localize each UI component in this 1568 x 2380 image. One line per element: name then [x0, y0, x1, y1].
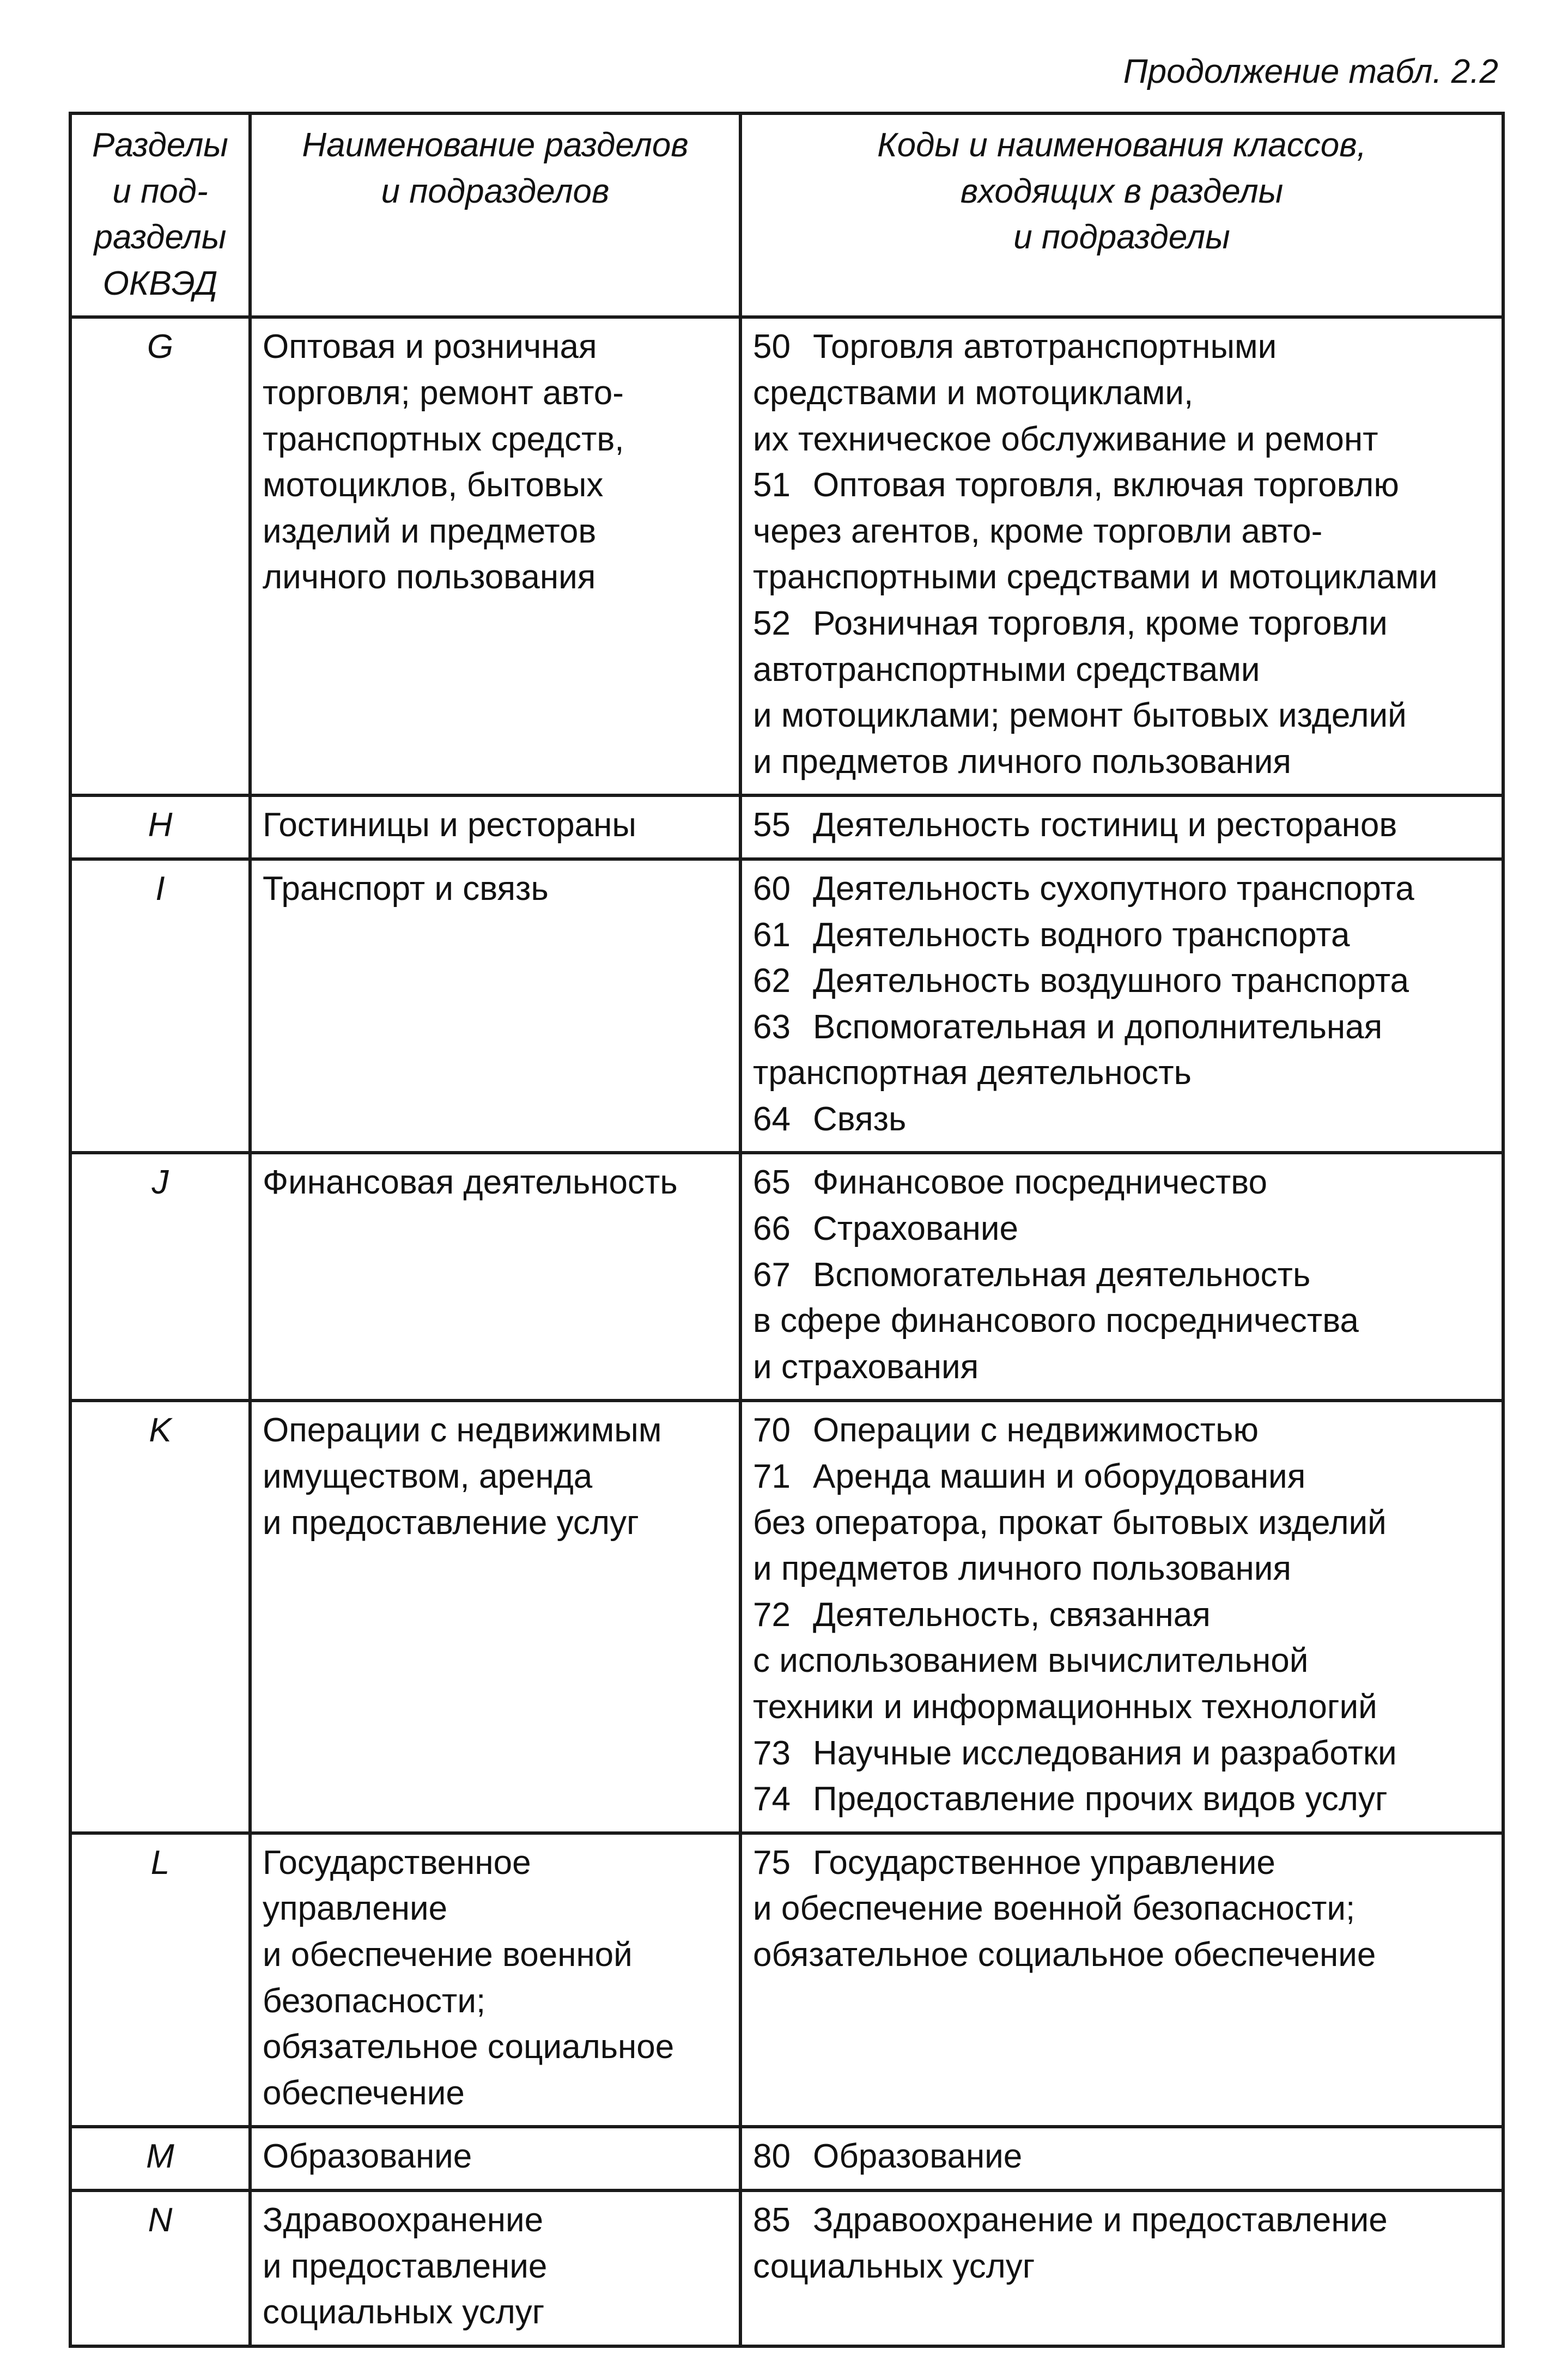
section-name: [250, 1153, 740, 1401]
section-classes: [740, 795, 1503, 859]
class-entry-line: [753, 1206, 1491, 1252]
class-code: 73: [753, 1734, 791, 1772]
class-entry-line: [753, 324, 1491, 370]
class-title: Здравоохранение и предоставление: [813, 2201, 1388, 2239]
class-title: Научные исследования и разработки: [813, 1734, 1397, 1772]
class-entry-line: и предметов личного пользования: [753, 742, 1291, 781]
class-entry-line: автотранспортными средствами: [753, 650, 1260, 689]
table-row: [70, 317, 1503, 795]
class-entry-line: социальных услуг: [753, 2247, 1035, 2285]
header-line: Разделы: [92, 126, 228, 164]
class-entry: [753, 1160, 1491, 1206]
class-entry-line: [753, 1592, 1491, 1639]
class-code: 50: [753, 328, 791, 366]
class-code: 67: [753, 1256, 791, 1294]
class-entry-line: [753, 462, 1491, 509]
section-name: [250, 795, 740, 859]
header-line: ОКВЭД: [102, 264, 218, 302]
class-entry-line: [753, 1454, 1491, 1500]
class-entry-line: [753, 1160, 1491, 1206]
section-code: K: [70, 1401, 250, 1833]
class-entry: [753, 802, 1491, 849]
header-classes: [740, 113, 1503, 317]
class-code: 85: [753, 2201, 791, 2239]
class-title: Деятельность гостиниц и ресторанов: [813, 806, 1397, 844]
class-entry: [753, 1408, 1491, 1454]
class-code: 70: [753, 1411, 791, 1450]
section-name-line: Государственное: [263, 1843, 531, 1882]
class-entry-line: [753, 2134, 1491, 2180]
section-name: [250, 1833, 740, 2127]
section-code: G: [70, 317, 250, 795]
class-title: Розничная торговля, кроме торговли: [813, 604, 1388, 642]
header-line: разделы: [94, 218, 227, 257]
table-header: [70, 113, 1503, 317]
table-body: [70, 317, 1503, 2346]
class-entry-line: обязательное социальное обеспечение: [753, 1935, 1376, 1974]
section-classes: [740, 1153, 1503, 1401]
section-name-line: Здравоохранение: [263, 2201, 544, 2239]
class-entry: [753, 1592, 1491, 1731]
table-row: [70, 795, 1503, 859]
header-line: входящих в разделы: [960, 172, 1284, 210]
class-entry-line: [753, 1097, 1491, 1143]
section-name-line: и предоставление: [263, 2247, 548, 2285]
class-entry-line: средствами и мотоциклами,: [753, 374, 1194, 412]
section-name-line: и предоставление услуг: [263, 1504, 639, 1542]
class-entry: [753, 1206, 1491, 1252]
section-code: H: [70, 795, 250, 859]
class-title: Торговля автотранспортными: [813, 328, 1277, 366]
class-title: Предоставление прочих видов услуг: [813, 1780, 1388, 1818]
class-entry-line: техники и информационных технологий: [753, 1688, 1377, 1726]
table-row: [70, 859, 1503, 1153]
header-line: и под-: [112, 172, 208, 210]
section-name-line: управление: [263, 1890, 448, 1928]
class-entry: [753, 1252, 1491, 1391]
class-entry-line: их техническое обслуживание и ремонт: [753, 420, 1378, 458]
class-code: 75: [753, 1843, 791, 1882]
class-title: Операции с недвижимостью: [813, 1411, 1259, 1450]
section-classes: [740, 2127, 1503, 2190]
section-code: N: [70, 2190, 250, 2346]
class-entry: [753, 1840, 1491, 1979]
class-entry-line: через агентов, кроме торговли авто-: [753, 512, 1323, 550]
class-title: Оптовая торговля, включая торговлю: [813, 466, 1399, 504]
class-entry-line: [753, 2198, 1491, 2244]
class-entry-line: [753, 1252, 1491, 1299]
class-entry-line: без оператора, прокат бытовых изделий: [753, 1504, 1387, 1542]
class-title: Финансовое посредничество: [813, 1164, 1267, 1202]
class-title: Деятельность воздушного транспорта: [813, 962, 1409, 1000]
section-name-line: Образование: [263, 2138, 472, 2176]
class-entry-line: и предметов личного пользования: [753, 1550, 1291, 1588]
section-name-line: транспортных средств,: [263, 420, 624, 458]
class-entry: [753, 2134, 1491, 2180]
section-classes: [740, 1833, 1503, 2127]
class-title: Вспомогательная и дополнительная: [813, 1008, 1383, 1046]
class-entry: [753, 866, 1491, 912]
header-line: Коды и наименования классов,: [877, 126, 1366, 164]
header-line: и подразделов: [381, 172, 610, 210]
class-code: 62: [753, 962, 791, 1000]
class-entry: [753, 958, 1491, 1005]
class-entry-line: [753, 1840, 1491, 1886]
header-line: и подразделы: [1013, 218, 1230, 257]
class-entry: [753, 1454, 1491, 1592]
section-classes: [740, 317, 1503, 795]
table-row: [70, 1153, 1503, 1401]
class-entry: [753, 1005, 1491, 1097]
class-entry: [753, 2198, 1491, 2290]
class-entry-line: в сфере финансового посредничества: [753, 1302, 1359, 1340]
section-name: [250, 2127, 740, 2190]
section-name: [250, 859, 740, 1153]
class-code: 80: [753, 2138, 791, 2176]
section-name-line: личного пользования: [263, 558, 596, 596]
section-name: [250, 2190, 740, 2346]
class-code: 60: [753, 869, 791, 908]
section-name-line: имуществом, аренда: [263, 1458, 593, 1496]
class-title: Образование: [813, 2138, 1023, 2176]
class-code: 71: [753, 1458, 791, 1496]
class-title: Аренда машин и оборудования: [813, 1458, 1306, 1496]
class-code: 72: [753, 1596, 791, 1634]
class-entry: [753, 1097, 1491, 1143]
class-code: 61: [753, 916, 791, 954]
class-entry-line: [753, 958, 1491, 1005]
class-code: 65: [753, 1164, 791, 1202]
section-name: [250, 1401, 740, 1833]
class-entry: [753, 1776, 1491, 1823]
class-title: Деятельность сухопутного транспорта: [813, 869, 1414, 908]
section-name-line: безопасности;: [263, 1982, 486, 2020]
section-name-line: социальных услуг: [263, 2293, 545, 2332]
table-row: [70, 2190, 1503, 2346]
class-entry-line: [753, 601, 1491, 647]
class-entry-line: [753, 1731, 1491, 1777]
class-code: 66: [753, 1210, 791, 1248]
table-row: [70, 2127, 1503, 2190]
class-entry-line: [753, 1005, 1491, 1051]
section-classes: [740, 2190, 1503, 2346]
class-entry-line: транспортными средствами и мотоциклами: [753, 558, 1438, 596]
header-row: [70, 113, 1503, 317]
header-names: [250, 113, 740, 317]
section-classes: [740, 1401, 1503, 1833]
class-code: 74: [753, 1780, 791, 1818]
table-row: [70, 1401, 1503, 1833]
class-entry-line: транспортная деятельность: [753, 1054, 1192, 1092]
class-title: Государственное управление: [813, 1843, 1275, 1882]
section-name-line: обеспечение: [263, 2074, 465, 2112]
section-code: J: [70, 1153, 250, 1401]
class-entry-line: [753, 866, 1491, 912]
section-name-line: обязательное социальное: [263, 2028, 674, 2066]
class-entry: [753, 601, 1491, 785]
class-title: Вспомогательная деятельность: [813, 1256, 1311, 1294]
section-name-line: мотоциклов, бытовых: [263, 466, 604, 504]
class-entry: [753, 1731, 1491, 1777]
class-entry-line: и мотоциклами; ремонт бытовых изделий: [753, 697, 1407, 735]
class-entry: [753, 324, 1491, 462]
section-name-line: и обеспечение военной: [263, 1935, 633, 1974]
section-classes: [740, 859, 1503, 1153]
section-name-line: изделий и предметов: [263, 512, 597, 550]
section-name-line: Гостиницы и рестораны: [263, 806, 636, 844]
class-title: Связь: [813, 1100, 907, 1138]
class-entry-line: с использованием вычислительной: [753, 1642, 1309, 1680]
class-entry: [753, 912, 1491, 959]
header-line: Наименование разделов: [302, 126, 689, 164]
class-entry: [753, 462, 1491, 601]
class-entry-line: [753, 1408, 1491, 1454]
class-code: 64: [753, 1100, 791, 1138]
class-entry-line: [753, 912, 1491, 959]
table-caption: Продолжение табл. 2.2: [1123, 53, 1498, 90]
class-code: 51: [753, 466, 791, 504]
section-code: I: [70, 859, 250, 1153]
section-name-line: Операции с недвижимым: [263, 1411, 662, 1450]
section-code: M: [70, 2127, 250, 2190]
okved-table: [69, 112, 1505, 2348]
class-entry-line: и страхования: [753, 1348, 979, 1386]
section-name-line: Транспорт и связь: [263, 869, 549, 908]
class-code: 63: [753, 1008, 791, 1046]
class-entry-line: и обеспечение военной безопасности;: [753, 1890, 1356, 1928]
section-name-line: торговля; ремонт авто-: [263, 374, 624, 412]
section-name-line: Оптовая и розничная: [263, 328, 597, 366]
class-title: Страхование: [813, 1210, 1018, 1248]
class-title: Деятельность водного транспорта: [813, 916, 1350, 954]
section-name: [250, 317, 740, 795]
class-entry-line: [753, 802, 1491, 849]
class-code: 55: [753, 806, 791, 844]
class-title: Деятельность, связанная: [813, 1596, 1211, 1634]
class-entry-line: [753, 1776, 1491, 1823]
table-row: [70, 1833, 1503, 2127]
section-name-line: Финансовая деятельность: [263, 1164, 678, 1202]
section-code: L: [70, 1833, 250, 2127]
class-code: 52: [753, 604, 791, 642]
header-sections: [70, 113, 250, 317]
